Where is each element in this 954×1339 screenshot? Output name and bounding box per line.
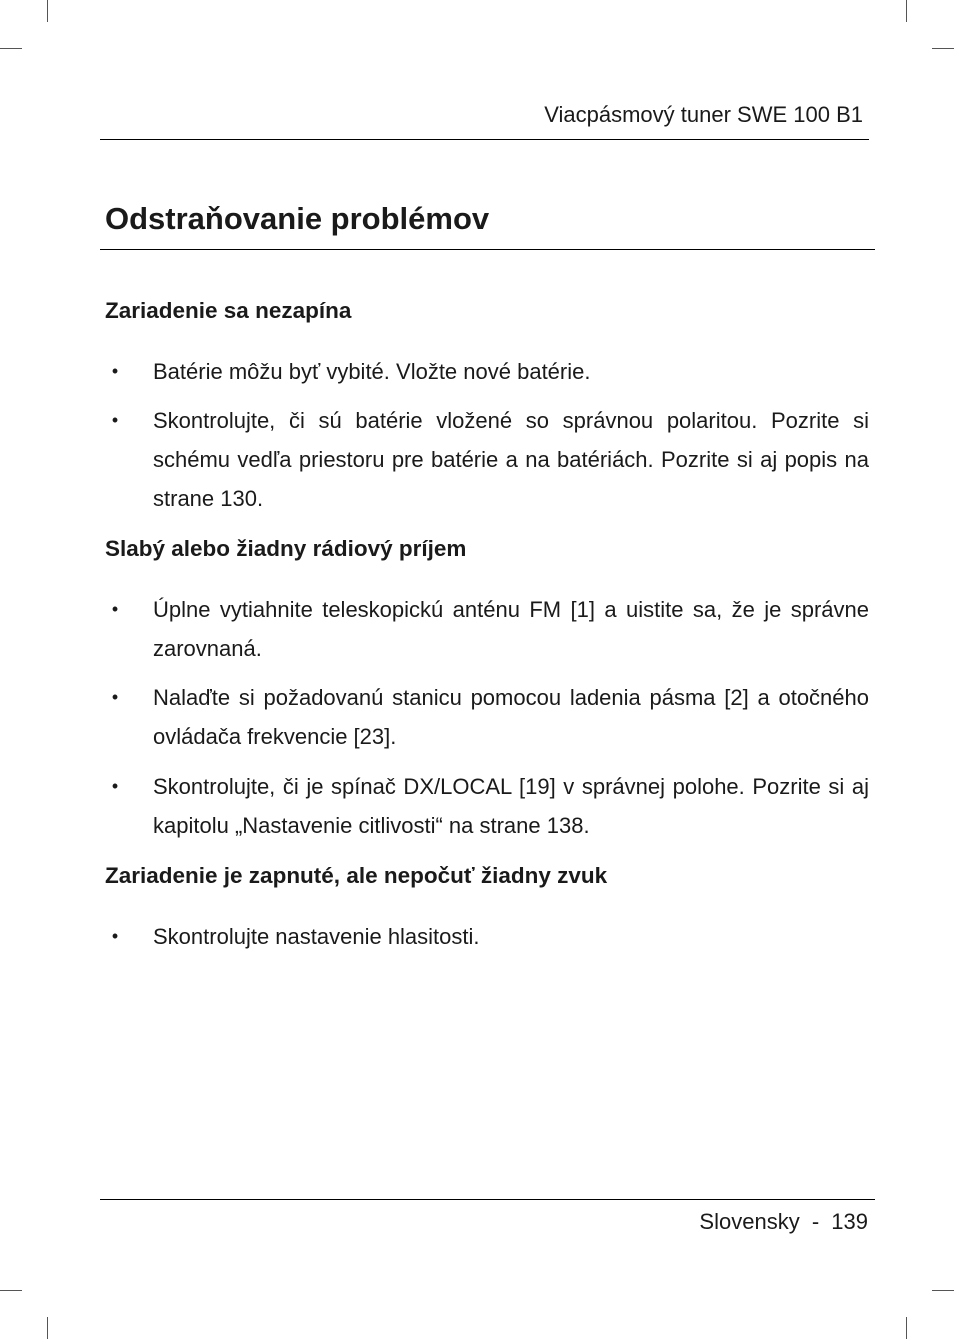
list-item [105,401,869,518]
footer-rule [100,1199,875,1200]
list-item [105,678,869,756]
page-title: Odstraňovanie problémov [105,201,490,236]
bullet-icon: • [111,687,119,707]
crop-mark-left-top [0,48,22,49]
header-rule [100,139,869,140]
bullet-icon: • [111,361,119,381]
crop-mark-left-bottom [0,1290,22,1291]
footer-separator: - [811,1209,820,1234]
list-item [105,590,869,668]
bullet-icon: • [111,926,119,946]
list-item-text: Úplne vytiahnite teleskopickú anténu FM [1] a uistite sa, že je správne zarovnaná. [153,597,869,661]
list-item-text: Skontrolujte, či sú batérie vložené so správnou polaritou. Pozrite si schému vedľa priestoru pre batérie a na batériách. Pozrite si aj popis na strane 130. [153,408,869,511]
list-item [105,917,869,956]
crop-mark-top-left [47,0,48,22]
section-heading: Zariadenie je zapnuté, ale nepočuť žiadny zvuk [105,863,608,888]
list-item-text: Skontrolujte nastavenie hlasitosti. [153,924,480,949]
section-heading: Zariadenie sa nezapína [105,298,352,323]
crop-mark-right-bottom [932,1290,954,1291]
list-item [105,352,869,391]
section-heading: Slabý alebo žiadny rádiový príjem [105,536,467,561]
bullet-icon: • [111,776,119,796]
bullet-icon: • [111,410,119,430]
crop-mark-bottom-left [47,1317,48,1339]
footer-language: Slovensky [699,1209,800,1234]
running-header: Viacpásmový tuner SWE 100 B1 [544,102,863,127]
list-item [105,767,869,845]
list-item-text: Nalaďte si požadovanú stanicu pomocou ladenia pásma [2] a otočného ovládača frekvencie [23]. [153,685,869,749]
crop-mark-bottom-right [906,1317,907,1339]
page-number: 139 [831,1209,868,1234]
bullet-icon: • [111,599,119,619]
crop-mark-top-right [906,0,907,22]
list-item-text: Skontrolujte, či je spínač DX/LOCAL [19] v správnej polohe. Pozrite si aj kapitolu „Nastavenie citlivosti“ na strane 138. [153,774,869,838]
list-item-text: Batérie môžu byť vybité. Vložte nové batérie. [153,359,591,384]
title-rule [100,249,875,250]
page-footer [100,1206,868,1238]
crop-mark-right-top [932,48,954,49]
